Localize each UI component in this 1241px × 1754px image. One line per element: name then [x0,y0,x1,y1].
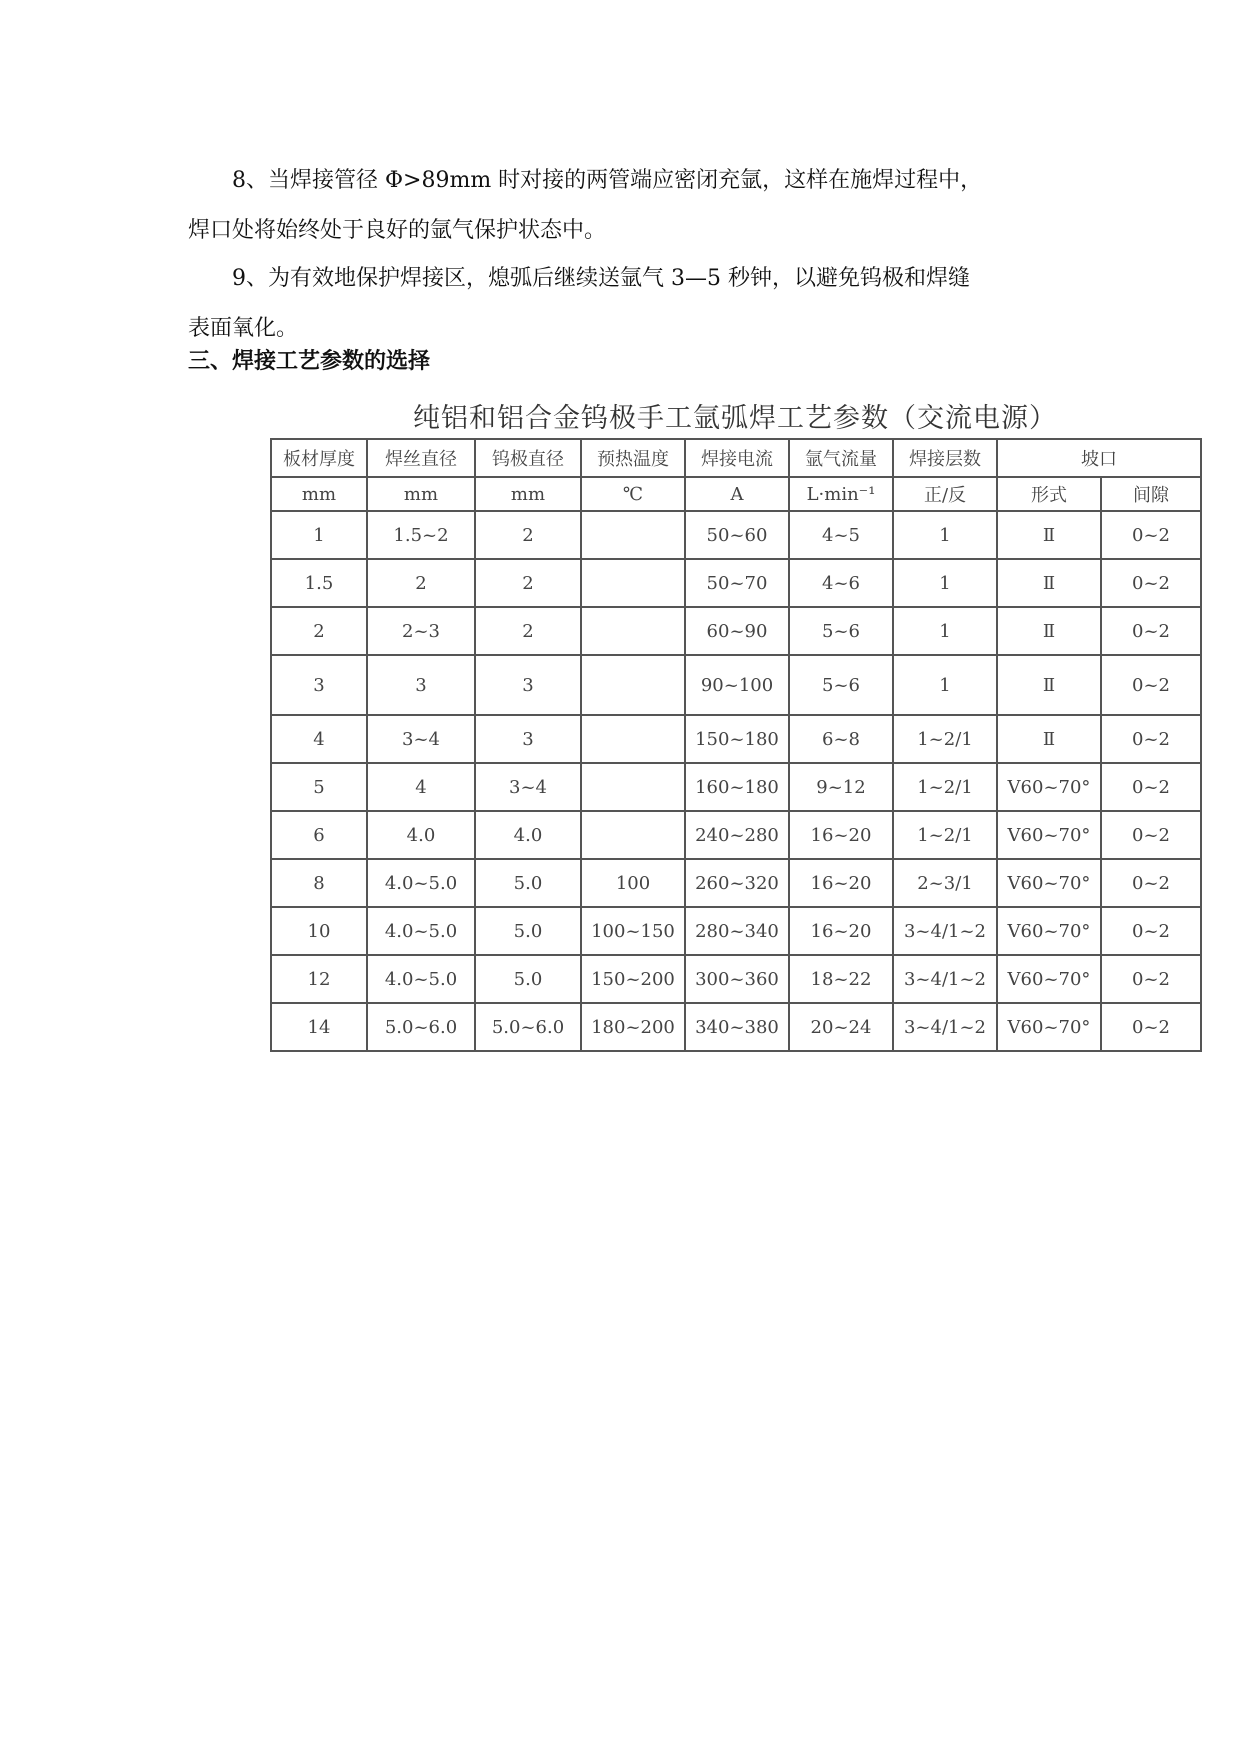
table-cell: Ⅱ [997,715,1101,763]
unit-weld-layers: 正/反 [893,477,997,511]
table-cell: 100 [581,859,685,907]
table-cell: 0~2 [1101,763,1201,811]
table-cell: 0~2 [1101,811,1201,859]
table-cell: 3 [475,715,581,763]
table-cell: 3~4 [367,715,475,763]
table-cell: 50~70 [685,559,789,607]
table-cell: 2 [475,559,581,607]
table-row [271,655,1201,715]
table-cell: 4.0~5.0 [367,907,475,955]
table-cell: Ⅱ [997,655,1101,715]
table-cell: 5.0 [475,955,581,1003]
table-cell: 6 [271,811,367,859]
table-cell: 0~2 [1101,511,1201,559]
table-cell: 4~6 [789,559,893,607]
table-cell: Ⅱ [997,559,1101,607]
table-cell: 1.5~2 [367,511,475,559]
table-cell: 0~2 [1101,715,1201,763]
table-cell: 3~4/1~2 [893,1003,997,1051]
table-cell: 340~380 [685,1003,789,1051]
table-cell: 0~2 [1101,859,1201,907]
section-heading: 三、焊接工艺参数的选择 [188,349,431,374]
table-row [271,1003,1201,1051]
header-wire-diameter: 焊丝直径 [367,439,475,477]
table-row [271,763,1201,811]
table-cell [581,655,685,715]
table-cell: 60~90 [685,607,789,655]
table-cell: 3 [475,655,581,715]
table-cell: 160~180 [685,763,789,811]
table-cell: 1 [271,511,367,559]
table-cell: 12 [271,955,367,1003]
table-cell: 10 [271,907,367,955]
header-plate-thickness: 板材厚度 [271,439,367,477]
table-cell: 0~2 [1101,1003,1201,1051]
table-cell: 18~22 [789,955,893,1003]
header-groove-gap: 间隙 [1101,477,1201,511]
table-cell: 20~24 [789,1003,893,1051]
unit-plate-thickness: mm [271,477,367,511]
table-cell: 4.0 [367,811,475,859]
paragraph-9 [188,254,1058,354]
header-electrode-diameter: 钨极直径 [475,439,581,477]
table-cell: 0~2 [1101,907,1201,955]
table-cell: 5~6 [789,655,893,715]
header-groove: 坡口 [997,439,1201,477]
table-cell [581,559,685,607]
paragraph-9-line-2: 表面氧化。 [188,316,299,341]
table-cell: 4.0~5.0 [367,859,475,907]
table-cell: 150~180 [685,715,789,763]
header-preheat-temp: 预热温度 [581,439,685,477]
table-cell: V60~70° [997,763,1101,811]
table-cell: 4 [271,715,367,763]
table-cell: 300~360 [685,955,789,1003]
table-row [271,907,1201,955]
table-cell [581,607,685,655]
table-cell [581,763,685,811]
table-row [271,715,1201,763]
table-cell: 9~12 [789,763,893,811]
unit-preheat-temp: ℃ [581,477,685,511]
table-cell: 2 [475,511,581,559]
table-cell: 4.0~5.0 [367,955,475,1003]
table-cell: 3 [367,655,475,715]
table-cell: 1~2/1 [893,763,997,811]
table-cell: 16~20 [789,811,893,859]
table-cell: V60~70° [997,811,1101,859]
table-cell: 0~2 [1101,559,1201,607]
table-cell: 5.0 [475,859,581,907]
table-cell: 0~2 [1101,955,1201,1003]
table-row [271,607,1201,655]
table-cell: Ⅱ [997,511,1101,559]
table-cell: 90~100 [685,655,789,715]
welding-parameters-table [270,438,1202,1052]
table-cell [581,811,685,859]
table-cell: 0~2 [1101,655,1201,715]
unit-welding-current: A [685,477,789,511]
table-cell: 8 [271,859,367,907]
table-cell: 2~3 [367,607,475,655]
header-argon-flow: 氩气流量 [789,439,893,477]
table-cell: 16~20 [789,859,893,907]
table-cell: 5.0~6.0 [475,1003,581,1051]
table-cell: 5 [271,763,367,811]
table-cell: 1.5 [271,559,367,607]
header-weld-layers: 焊接层数 [893,439,997,477]
table-cell: Ⅱ [997,607,1101,655]
table-cell: 3~4/1~2 [893,907,997,955]
table-units-row [271,477,1201,511]
table-row [271,559,1201,607]
table-cell: 4.0 [475,811,581,859]
table-cell: 1 [893,607,997,655]
table-row [271,511,1201,559]
table-row [271,955,1201,1003]
unit-argon-flow: L·min⁻¹ [789,477,893,511]
paragraph-8-line-1: 8、当焊接管径 Φ>89mm 时对接的两管端应密闭充氩，这样在施焊过程中， [232,168,983,193]
table-cell: 2~3/1 [893,859,997,907]
table-cell: 1 [893,511,997,559]
table-cell: 3 [271,655,367,715]
table-title: 纯铝和铝合金钨极手工氩弧焊工艺参数（交流电源） [413,403,1057,434]
table-cell [581,715,685,763]
table-cell: 5.0 [475,907,581,955]
table-cell: 3~4 [475,763,581,811]
table-cell: 150~200 [581,955,685,1003]
table-cell: 1 [893,559,997,607]
table-cell: V60~70° [997,1003,1101,1051]
table-cell: 16~20 [789,907,893,955]
paragraph-8-line-2: 焊口处将始终处于良好的氩气保护状态中。 [188,218,607,243]
table-cell: 240~280 [685,811,789,859]
table-row [271,811,1201,859]
table-cell: 280~340 [685,907,789,955]
paragraph-9-line-1: 9、为有效地保护焊接区，熄弧后继续送氩气 3—5 秒钟，以避免钨极和焊缝 [232,266,970,291]
table-cell: 100~150 [581,907,685,955]
table-cell: V60~70° [997,907,1101,955]
table-header-row [271,439,1201,477]
header-groove-form: 形式 [997,477,1101,511]
table-cell: 5~6 [789,607,893,655]
table-cell: 4~5 [789,511,893,559]
table-cell: 2 [367,559,475,607]
table-row [271,859,1201,907]
table-cell: V60~70° [997,859,1101,907]
unit-wire-diameter: mm [367,477,475,511]
table-cell: 1 [893,655,997,715]
paragraph-8 [188,156,1058,256]
table-cell: 4 [367,763,475,811]
table-cell: 14 [271,1003,367,1051]
table-cell: 1~2/1 [893,715,997,763]
table-cell: 180~200 [581,1003,685,1051]
table-cell: 2 [475,607,581,655]
table-cell: 5.0~6.0 [367,1003,475,1051]
unit-electrode-diameter: mm [475,477,581,511]
table-cell: 0~2 [1101,607,1201,655]
table-cell: V60~70° [997,955,1101,1003]
table-cell: 6~8 [789,715,893,763]
table-cell: 260~320 [685,859,789,907]
table-cell: 3~4/1~2 [893,955,997,1003]
header-welding-current: 焊接电流 [685,439,789,477]
table-cell: 2 [271,607,367,655]
table-cell [581,511,685,559]
table-cell: 1~2/1 [893,811,997,859]
table-cell: 50~60 [685,511,789,559]
